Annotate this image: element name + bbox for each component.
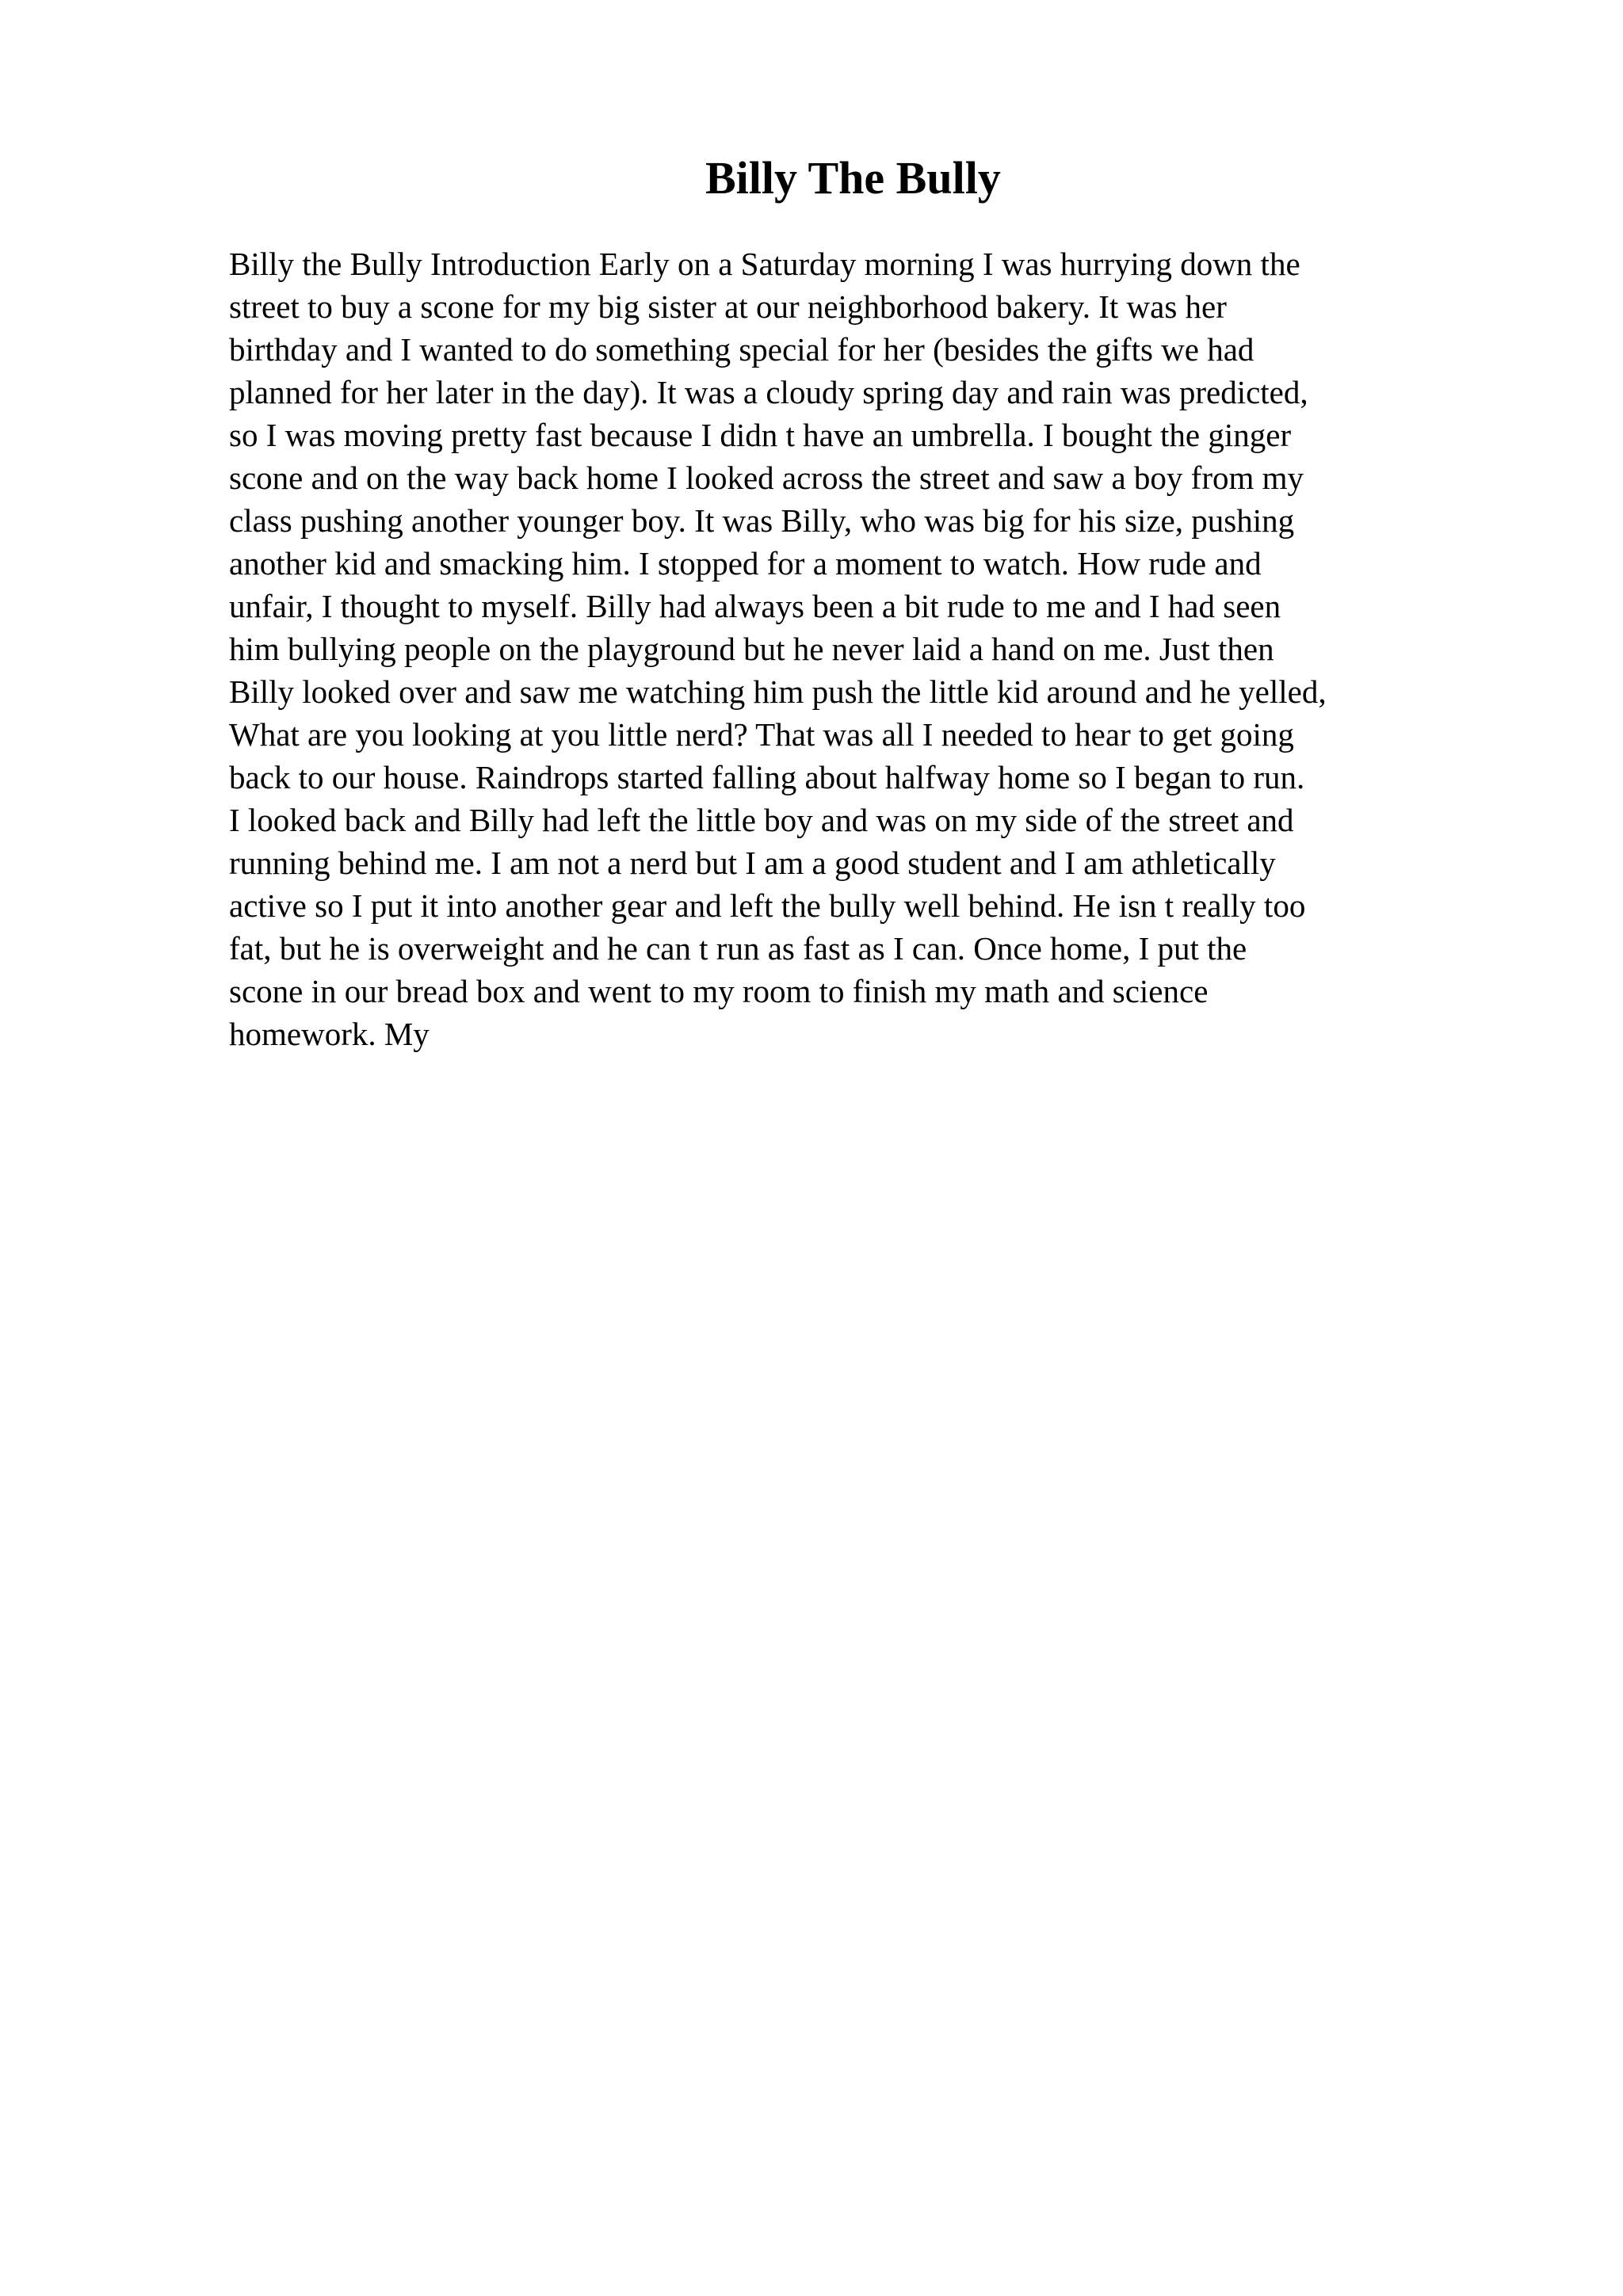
body-line: him bullying people on the playground but he never laid a hand on me. Just then [229,631,1274,667]
document-body [229,242,1513,1055]
body-line: fat, but he is overweight and he can t run as fast as I can. Once home, I put the [229,930,1247,967]
body-line: class pushing another younger boy. It was Billy, who was big for his size, pushing [229,502,1295,539]
body-line: Billy the Bully Introduction Early on a Saturday morning I was hurrying down the [229,246,1300,282]
body-line: another kid and smacking him. I stopped for a moment to watch. How rude and [229,545,1262,582]
body-line: street to buy a scone for my big sister at our neighborhood bakery. It was her [229,288,1227,325]
body-line: so I was moving pretty fast because I didn t have an umbrella. I bought the ginger [229,417,1292,453]
body-line: birthday and I wanted to do something special for her (besides the gifts we had [229,331,1254,368]
body-line: planned for her later in the day). It was a cloudy spring day and rain was predicted, [229,374,1308,410]
body-line: active so I put it into another gear and left the bully well behind. He isn t really too [229,887,1306,924]
document-title: Billy The Bully [705,152,1001,204]
body-line: unfair, I thought to myself. Billy had always been a bit rude to me and I had seen [229,588,1281,624]
body-line: scone in our bread box and went to my room to finish my math and science [229,973,1209,1009]
body-line: back to our house. Raindrops started falling about halfway home so I began to run. [229,759,1305,795]
body-line: Billy looked over and saw me watching him push the little kid around and he yelled, [229,673,1327,710]
body-line: What are you looking at you little nerd? That was all I needed to hear to get going [229,716,1294,753]
body-line: scone and on the way back home I looked across the street and saw a boy from my [229,460,1304,496]
body-line: I looked back and Billy had left the little boy and was on my side of the street and [229,802,1294,838]
body-line: running behind me. I am not a nerd but I am a good student and I am athletically [229,845,1276,881]
body-line: homework. My [229,1016,430,1052]
